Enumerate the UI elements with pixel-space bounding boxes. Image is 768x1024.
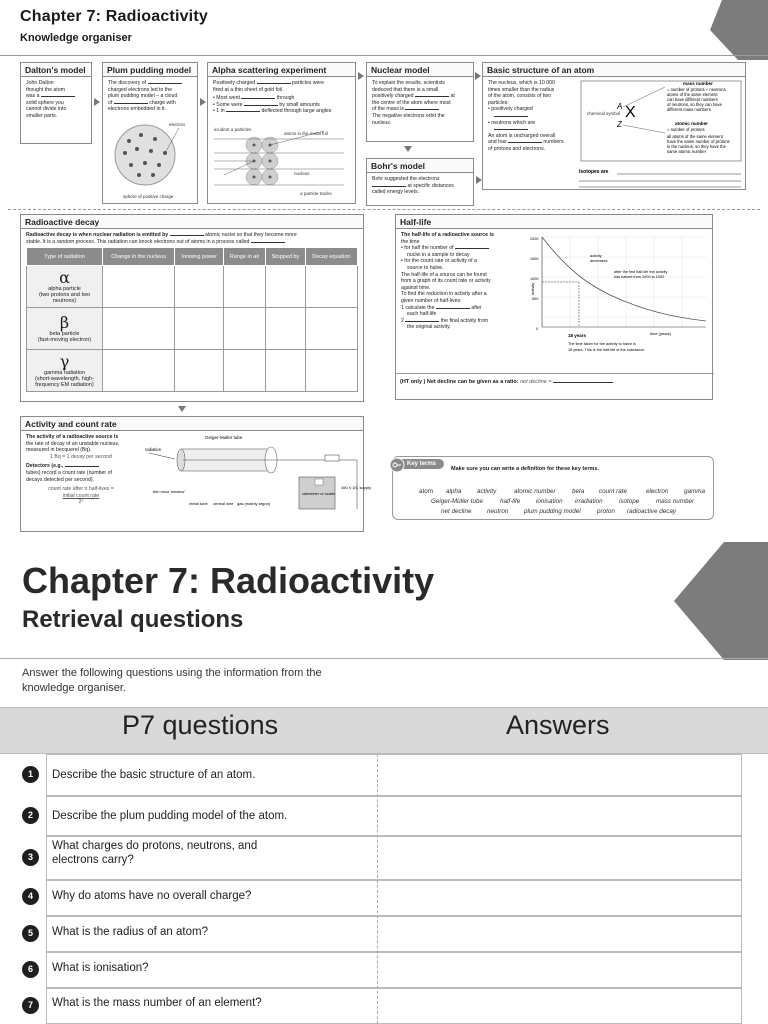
y-axis-label: activity — [530, 282, 535, 295]
graph-annotation: activity — [590, 254, 602, 258]
alpha-bullet: through — [276, 95, 295, 102]
arrow-icon — [200, 98, 206, 106]
answer-field[interactable] — [380, 990, 740, 1022]
structure-line: neutrons which are — [491, 119, 536, 126]
bohr-line: called energy levels. — [372, 189, 420, 196]
activity-line: 2ⁿ — [78, 499, 84, 506]
alpha-bullet: by small amounts — [279, 101, 320, 108]
row-desc: (short-wavelength, high-frequency EM radiation) — [34, 375, 94, 388]
alpha-line: particles were — [292, 80, 325, 86]
structure-line: The nucleus, which is 10 000 — [488, 80, 555, 86]
structure-line: and has — [488, 139, 507, 146]
halflife-line: nuclei in a sample to decay — [407, 251, 470, 258]
table-cell[interactable] — [103, 266, 175, 308]
key-term: count rate — [599, 488, 628, 495]
activity-line: Detectors (e.g., — [26, 463, 64, 470]
panel-structure: Basic structure of an atom The nucleus, which is 10 000 times smaller than the radius of the atom, consists of two particles: • positively charged • neutrons which are An atom is uncharged overall and has numbers of protons and electrons. chemical symbol A X Z mass number = number of protons + neutrons atoms of the same element can have different numbers of neutrons, so they can have different mass numbers atomic number = number of protons all atoms of the same element have the same number of protons in the nucleus, so they have the same atomic number Isotopes are — [482, 62, 746, 190]
dalton-line: smaller parts. — [26, 112, 58, 119]
instruction-line: Answer the following questions using the information from the — [22, 667, 322, 679]
graph-caption: 18 years. This is the half-life of the substance. — [568, 348, 646, 352]
halflife-line: for the count rate or activity of a — [404, 258, 477, 265]
atomic-desc: in the nucleus, so they have the — [667, 144, 726, 149]
question-line: What charges do protons, neutrons, and — [52, 840, 258, 852]
key-term: alpha — [446, 488, 462, 495]
plum-sphere-label: sphere of positive charge — [123, 194, 174, 199]
alpha-line: Positively charged — [213, 80, 256, 86]
answer-field[interactable] — [380, 798, 740, 834]
y-tick: 0 — [536, 327, 539, 331]
halflife-line: the original activity. — [407, 324, 451, 331]
bohr-line: Bohr suggested the electrons — [372, 176, 440, 182]
ratemeter-label: ratemeter or scaler — [302, 491, 336, 496]
row-desc: (two protons and two neutrons) — [38, 291, 91, 304]
halflife-line: 2 — [401, 317, 404, 324]
key-term: neutron — [487, 508, 509, 515]
page-subtitle: Knowledge organiser — [20, 32, 132, 44]
graph-annotation: decreases — [590, 259, 608, 263]
col-answers: Answers — [506, 710, 610, 740]
alpha-atoms-label: atoms in the metal foil — [284, 131, 328, 136]
y-tick: 1500 — [530, 257, 539, 261]
nuclear-line: deduced that there is a small — [372, 86, 439, 93]
structure-line: positively charged — [491, 106, 533, 113]
alpha-incident-label: incident α particles — [214, 127, 252, 132]
panel-dalton — [20, 62, 92, 144]
alpha-tracks-label: α particle tracks — [300, 191, 332, 196]
row-desc: (fast-moving electron) — [37, 336, 92, 343]
geiger-tube-diagram — [145, 433, 372, 531]
decay-line: atomic nuclei so that they become more — [205, 232, 297, 238]
panel-nuclear — [366, 62, 474, 142]
table-cell[interactable] — [266, 266, 306, 308]
table-cell[interactable] — [175, 266, 224, 308]
nuclear-line: at — [450, 93, 455, 100]
plum-pudding-diagram — [109, 119, 193, 203]
answer-field[interactable] — [380, 838, 740, 878]
plum-line: charge with — [149, 99, 176, 106]
structure-line: particles: — [488, 99, 509, 106]
gas-label: gas (mainly argon) — [237, 501, 271, 506]
activity-line: count rate after n half-lives = — [48, 486, 114, 493]
halflife-line: for half the number of — [404, 245, 454, 252]
alpha-bullet: Some were — [216, 101, 243, 108]
halflife-line: the time — [401, 238, 420, 245]
col-header: Type of radiation — [27, 248, 103, 266]
decay-line: random — [56, 238, 75, 245]
halflife-line: against time. — [401, 284, 431, 291]
activity-line: the rate of decay of an unstable nucleus, — [26, 440, 120, 447]
panel-decay-title: Radioactive decay — [21, 215, 363, 229]
panel-halflife: Half-life The half-life of a radioactive source is the time • for half the number of nuclei in a sample to decay • for the count rate or activity of a source to halve. The half-life of a source can be found from a graph of its count rate or activity against time. To find the reduction in activity after a given number of half-lives: 1 calculate the after each half-life 2 the final activity from the original activity. 2000 1500 1000 500 0 18 years time (years) activity activity decreases after the first half-life the activity has halved from 2000 to 1000 The time taken for the activity to halve is 18 years. This is the half-life of the substance. (HT only ) Net decline can be given as a ratio: net decline = — [395, 214, 713, 400]
panel-plum — [102, 62, 198, 204]
section-divider — [8, 209, 760, 210]
question-number: 5 — [22, 925, 39, 942]
atomic-number-label: atomic number — [675, 121, 708, 126]
panel-bohr — [366, 158, 474, 206]
questions-header — [0, 707, 768, 754]
dalton-line: cannot divide into — [26, 106, 67, 113]
panel-halflife-title: Half-life — [396, 215, 712, 229]
nuclear-line: positively charged — [372, 93, 414, 100]
arrow-icon — [94, 98, 100, 106]
window-label: thin mica 'window' — [153, 489, 185, 494]
question-number: 1 — [22, 766, 39, 783]
halflife-graph — [530, 233, 710, 357]
key-term: ionisation — [536, 498, 563, 505]
plum-line: The discovery of — [108, 80, 147, 86]
table-row — [27, 308, 358, 350]
panel-nuclear-title: Nuclear model — [367, 63, 473, 77]
panel-alpha — [207, 62, 356, 204]
atomic-number-Z: Z — [617, 120, 622, 129]
structure-line: An atom is uncharged overall — [488, 132, 556, 139]
mass-desc: different mass numbers — [667, 107, 711, 112]
row-name: alpha particle — [48, 285, 81, 292]
alpha-bullet: Most went — [216, 95, 240, 102]
question-text: What is ionisation? — [52, 962, 149, 974]
dalton-line: was a — [26, 93, 40, 100]
key-term: proton — [597, 508, 615, 515]
graph-caption: The time taken for the activity to halve is — [568, 342, 636, 346]
column-divider — [377, 754, 378, 1024]
halflife-line: after — [471, 304, 482, 311]
halflife-line: The half-life of a radioactive source is — [401, 232, 494, 238]
panel-structure-title: Basic structure of an atom — [483, 63, 745, 77]
atomic-desc: = number of protons — [667, 127, 705, 132]
halflife-marker: 18 years — [568, 333, 587, 338]
dalton-line: thought the atom — [26, 86, 65, 93]
alpha-bullet: 1 in — [216, 108, 225, 115]
section-rule — [0, 658, 768, 659]
x-axis-label: time (years) — [650, 331, 672, 336]
key-term: atom — [419, 488, 433, 495]
radiation-label: radiation — [145, 447, 162, 452]
question-line: electrons carry? — [52, 854, 134, 866]
isotopes-label: Isotopes are — [579, 169, 609, 175]
halflife-line: 1 calculate the — [401, 304, 435, 311]
row-name: beta particle — [49, 330, 80, 337]
key-terms-box — [392, 456, 714, 520]
key-term: plum pudding model — [524, 508, 581, 515]
question-text: Why do atoms have no overall charge? — [52, 890, 252, 902]
corner-decoration — [690, 0, 768, 60]
nuclear-line: The negative electrons orbit the — [372, 112, 445, 119]
retrieval-title: Chapter 7: Radioactivity — [22, 560, 435, 601]
key-term: isotope — [619, 498, 640, 505]
table-cell[interactable] — [224, 266, 266, 308]
arrow-icon — [178, 406, 186, 412]
table-cell[interactable] — [103, 308, 175, 350]
key-term: Geiger-Müller tube — [431, 498, 484, 505]
dalton-line: solid sphere you — [26, 99, 64, 106]
key-term: activity — [477, 488, 497, 495]
instruction-line: knowledge organiser. — [22, 682, 126, 694]
ht-label: (HT only ) Net decline can be given as a ratio: — [400, 379, 519, 385]
col-questions: P7 questions — [122, 710, 279, 740]
metal-tube-label: metal tube — [189, 501, 208, 506]
panel-bohr-title: Bohr's model — [367, 159, 473, 173]
table-cell[interactable] — [103, 350, 175, 392]
question-text: Describe the basic structure of an atom. — [52, 769, 256, 781]
gamma-symbol: γ — [59, 351, 70, 371]
nuclear-line: of the mass is — [372, 106, 405, 113]
halflife-line: source to halve. — [407, 264, 444, 271]
mass-desc: = number of protons + neutrons — [667, 87, 726, 92]
question-text: Describe the plum pudding model of the atom. — [52, 810, 288, 822]
table-cell[interactable] — [224, 350, 266, 392]
key-terms-instruction: Make sure you can write a definition for these key terms. — [451, 466, 599, 472]
structure-line: times smaller than the radius — [488, 86, 555, 93]
activity-line: 1 Bq = 1 decay per second — [50, 453, 112, 460]
row-name: gamma radiation — [44, 369, 85, 376]
col-header: Change in the nucleus — [103, 248, 175, 266]
corner-decoration — [674, 542, 768, 660]
key-term: beta — [572, 488, 585, 495]
question-number: 2 — [22, 807, 39, 824]
header-rule — [0, 55, 768, 56]
halflife-line: each half-life — [407, 311, 437, 318]
arrow-icon — [404, 146, 412, 152]
question-number: 3 — [22, 849, 39, 866]
gm-label: Geiger-Muller tube — [205, 435, 243, 440]
graph-annotation: has halved from 2000 to 1000 — [614, 275, 665, 279]
central-wire-label: central wire — [213, 501, 234, 506]
plum-electron-label: electron — [169, 122, 186, 127]
structure-line: of the atom, consists of two — [488, 93, 551, 100]
plum-line: plum pudding model – a cloud — [108, 93, 178, 100]
plum-line: of — [108, 99, 113, 106]
panel-activity — [20, 416, 372, 532]
key-icon — [389, 457, 405, 473]
alpha-line: fired at a thin sheet of gold foil. — [213, 86, 284, 93]
col-header: Stopped by — [266, 248, 306, 266]
halflife-line: The half-life of a source can be found — [401, 271, 487, 278]
chem-symbol-label: chemical symbol — [587, 111, 621, 116]
mass-number-label: mass number — [683, 81, 713, 86]
panel-plum-title: Plum pudding model — [103, 63, 197, 77]
ht-ratio: net decline = — [520, 379, 552, 385]
activity-line: initial count rate — [62, 492, 100, 499]
halflife-line: the final activity from — [440, 317, 489, 324]
col-header: Range in air — [224, 248, 266, 266]
key-term: radioactive decay — [627, 508, 677, 515]
retrieval-instructions — [22, 666, 322, 696]
nuclear-line: the centre of the atom where most — [372, 99, 451, 106]
table-cell[interactable] — [175, 350, 224, 392]
table-cell[interactable] — [266, 350, 306, 392]
key-terms-tag: Key terms — [391, 459, 444, 469]
key-term: atomic number — [514, 488, 556, 495]
table-cell[interactable] — [305, 266, 357, 308]
mass-desc: atoms of the same element — [667, 92, 718, 97]
answer-field[interactable] — [380, 954, 740, 986]
alpha-symbol: α — [59, 267, 70, 287]
halflife-line: from a graph of its count rate or activity — [401, 278, 491, 285]
answer-field[interactable] — [380, 756, 740, 794]
retrieval-subtitle: Retrieval questions — [22, 606, 244, 633]
mass-desc: of neutrons, so they can have — [667, 102, 722, 107]
key-term: gamma — [684, 488, 705, 495]
question-number: 6 — [22, 961, 39, 978]
key-term: net decline — [441, 508, 472, 515]
table-cell[interactable] — [305, 308, 357, 350]
panel-dalton-title: Dalton's model — [21, 63, 91, 77]
y-tick: 1000 — [530, 277, 539, 281]
alpha-nucleus-label: nucleus — [294, 171, 310, 176]
arrow-icon — [475, 72, 481, 80]
arrow-icon — [358, 72, 364, 80]
decay-line: process. This radiation can knock electrons out of atoms in a process called — [75, 238, 250, 245]
activity-line: measured in becquerel (Bq). — [26, 447, 92, 454]
alpha-scattering-diagram — [214, 127, 352, 201]
question-text: What is the radius of an atom? — [52, 926, 208, 938]
structure-line: of protons and electrons. — [488, 145, 546, 152]
panel-decay — [20, 214, 364, 402]
question-text: What is the mass number of an element? — [52, 997, 262, 1009]
supply-label: 450 V DC supply — [341, 485, 372, 490]
decay-line: stable. It is a — [26, 238, 56, 245]
element-symbol-X: X — [625, 104, 636, 121]
plum-line: charged electrons led to the — [108, 86, 173, 93]
table-cell[interactable] — [266, 308, 306, 350]
nuclear-line: nucleus. — [372, 119, 392, 126]
table-cell[interactable] — [305, 350, 357, 392]
key-term: electron — [646, 488, 669, 495]
panel-activity-title: Activity and count rate — [21, 417, 363, 431]
activity-line: The activity of a radioactive source is — [26, 434, 119, 440]
table-cell[interactable] — [224, 308, 266, 350]
beta-symbol: β — [59, 312, 70, 332]
key-term: irradiation — [575, 498, 603, 505]
col-header: Decay equation — [305, 248, 357, 266]
dalton-line: John Dalton — [26, 80, 54, 86]
activity-line: decays detected per second). — [26, 476, 95, 483]
plum-line: electrons embedded in it. — [108, 106, 166, 113]
atom-notation-diagram — [579, 79, 745, 189]
mass-number-A: A — [617, 102, 623, 111]
table-row — [27, 350, 358, 392]
col-header: Ionising power — [175, 248, 224, 266]
answer-field[interactable] — [380, 918, 740, 950]
decay-line: Radioactive decay is when nuclear radiation is emitted by — [26, 232, 169, 238]
table-row — [27, 266, 358, 308]
halflife-line: To find the reduction in activity after a — [401, 291, 487, 298]
mass-desc: can have different numbers — [667, 97, 718, 102]
key-term: half-life — [500, 498, 521, 505]
structure-line: numbers — [543, 139, 564, 146]
page-title: Chapter 7: Radioactivity — [20, 8, 208, 25]
radiation-table — [26, 247, 358, 392]
key-term: mass number — [656, 498, 695, 505]
graph-annotation: after the first half-life the activity — [614, 270, 668, 274]
alpha-bullet: deflected through large angles — [261, 108, 332, 115]
atomic-desc: all atoms of the same element — [667, 134, 723, 139]
halflife-line: given number of half-lives: — [401, 297, 462, 304]
question-number: 4 — [22, 888, 39, 905]
activity-line: tubes) record a count rate (number of — [26, 469, 112, 476]
atomic-desc: same atomic number — [667, 149, 707, 154]
question-number: 7 — [22, 997, 39, 1014]
bohr-line: at specific distances — [407, 182, 454, 189]
atomic-desc: have the same number of protons — [667, 139, 730, 144]
nuclear-line: To explain the results, scientists — [372, 80, 445, 86]
table-cell[interactable] — [175, 308, 224, 350]
y-tick: 2000 — [530, 237, 539, 241]
panel-alpha-title: Alpha scattering experiment — [208, 63, 355, 77]
y-tick: 500 — [532, 297, 539, 301]
question-text — [52, 839, 257, 867]
answer-field[interactable] — [380, 882, 740, 914]
